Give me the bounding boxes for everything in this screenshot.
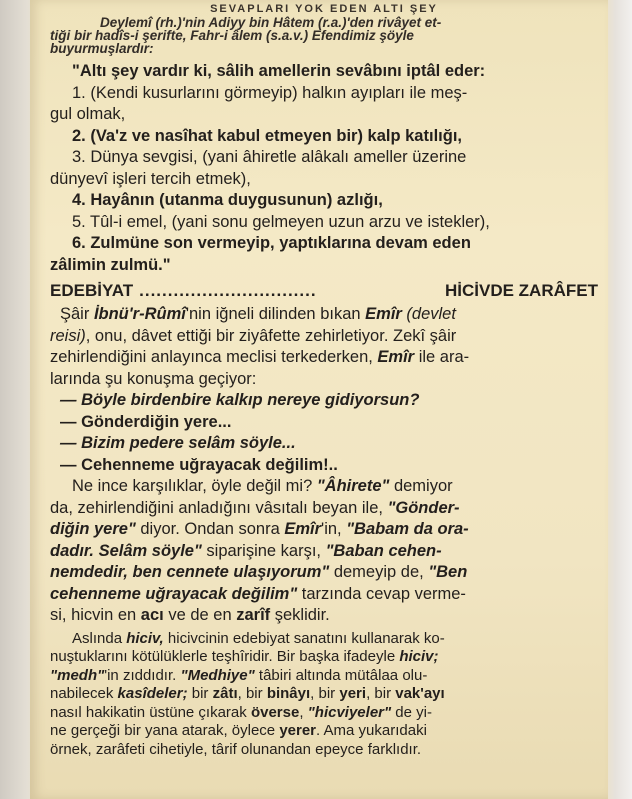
closing-line [50,667,598,686]
text-run: da, zehirlendiğini anladığını vâsıtalı beyan ile, [50,498,388,517]
page-content [50,0,598,759]
hadith-item-2: 2. (Va'z ve nasîhat kabul etmeyen bir) kalp katılığı, [72,126,462,145]
text-run: yerer [279,722,317,739]
text-run: reisi) [50,326,86,345]
text-run: şeklidir. [270,606,330,624]
text-run: ve de en [163,606,237,624]
text-run: nabilecek [50,685,118,702]
story-line [50,304,598,326]
text-run: Aslında [72,629,127,647]
text-run: siparişine karşı, [201,541,326,560]
text-run: Ne ince karşılıklar, öyle değil mi? [72,477,317,495]
text-run: , bir [310,685,340,702]
text-run: nasıl hakikatin üstüne çıkarak [50,703,251,721]
text-run: hiciv, [126,629,164,647]
text-run: vak'ayı [395,685,445,702]
intro-line: tiği bir hadîs-i şerifte, Fahr-i âlem (s.a.v.) Efendimiz şöyle [50,28,414,43]
closing-paragraph [50,630,598,760]
text-run: 'in, [321,520,347,538]
text-run: zâtı [212,685,238,702]
text-run: "Ben [428,563,468,581]
analysis-line [50,541,598,563]
closing-line [50,630,598,649]
story-line: larında şu konuşma geçiyor: [50,369,257,388]
text-run: İbnü'r-Rûmî [93,305,186,323]
text-run: yeri [339,685,367,702]
text-run: diyor. Ondan sonra [135,520,285,538]
text-run: "Gönder- [387,498,460,517]
story-line [50,326,598,348]
hadith-item-1-cont: gul olmak, [50,105,126,123]
dialogue-line: — Bizim pedere selâm söyle... [60,434,296,452]
text-run: , onu, dâvet ettiği bir ziyâfette zehirletiyor. Zekî şâir [85,326,457,345]
text-run: kasîdeler; [117,685,188,702]
running-head: SEVAPLARI YOK EDEN ALTI ŞEY [210,3,438,15]
closing-line [50,704,598,723]
analysis-line [50,605,598,627]
analysis-paragraph [50,476,598,627]
text-run: tâbiri altında mütâlaa olu- [254,666,428,684]
story-paragraph [50,304,598,476]
hadith-item-1: 1. (Kendi kusurlarını görmeyip) halkın ayıpları ile meş- [72,83,468,102]
analysis-line [50,519,598,541]
analysis-line [50,476,598,498]
text-run: hiciv; [399,648,439,665]
background-right [604,0,632,799]
section-right: HİCİVDE ZARÂFET [445,281,598,300]
text-run: si, hicvin en [50,606,141,624]
text-run: "Medhiye" [180,666,255,684]
text-run: Emîr [365,305,402,323]
hadith-item-3: 3. Dünya sevgisi, (yani âhiretle alâkalı ameller üzerine [72,148,467,166]
dialogue-line: — Böyle birdenbire kalkıp nereye gidiyorsun? [60,391,420,409]
analysis-line [50,584,598,606]
closing-line [50,685,598,704]
text-run: ne gerçeği bir yana atarak, öylece [50,722,280,739]
intro-line: buyurmuşlardır: [50,41,154,56]
text-run: demiyor [389,477,453,495]
text-run: nemdedir, ben cennete ulaşıyorum" [50,563,330,581]
analysis-line [50,562,598,584]
text-run: "Baban cehen- [325,541,442,560]
text-run: hicivcinin edebiyat sanatını kullanarak ko- [163,629,445,647]
text-run: zarîf [236,606,271,624]
text-run: , [299,703,308,721]
dialogue-line: — Cehenneme uğrayacak değilim!.. [60,455,338,474]
section-left: EDEBİYAT [50,281,134,300]
text-run: , bir [237,685,267,702]
story-line [50,347,598,369]
text-run: binâyı [266,685,311,702]
hadith-opening: "Altı şey vardır ki, sâlih amellerin sevâbını iptâl eder: [72,62,486,80]
intro-line: Deylemî (rh.)'nin Adiyy bin Hâtem (r.a.)'den rivâyet et- [100,15,442,30]
hadith-item-6-cont: zâlimin zulmü." [50,255,171,274]
closing-line: örnek, zarâfeti cihetiyle, târif olunandan epeyce farklıdır. [50,740,422,758]
text-run: "Babam da ora- [346,520,469,538]
text-run: . Ama yukarıdaki [316,722,427,739]
text-run: , bir [366,685,396,702]
text-run: "Âhirete" [316,477,390,495]
hadith-item-5: 5. Tûl-i emel, (yani sonu gelmeyen uzun arzu ve istekler), [72,212,490,231]
text-run: Şâir [60,305,94,323]
text-run: cehenneme uğrayacak değilim" [50,584,298,603]
analysis-line [50,498,598,520]
hadith-item-4: 4. Hayânın (utanma duygusunun) azlığı, [72,191,383,209]
text-run: ı kötülüklerle teşhîridir. Bir başka ifadeyle [123,648,400,665]
text-run: dadır. Selâm söyle" [50,541,202,560]
text-run: (devlet [401,305,456,323]
text-run: tarzında cevap verme- [297,584,466,603]
text-run: ile ara- [414,348,470,366]
intro-paragraph [50,16,598,55]
text-run: Emîr [377,348,415,366]
text-run: bir [187,685,213,702]
text-run: Emîr [284,520,322,538]
text-run: 'in zıddıdır. [104,666,181,684]
text-run: zehirlendiğini anlayınca meclisi terkederken, [50,348,378,366]
text-run: 'nin iğneli dilinden bıkan [185,305,366,323]
dialogue-line: — Gönderdiğin yere... [60,412,232,431]
closing-line [50,648,598,667]
section-heading [50,278,598,304]
text-run: acı [140,606,164,624]
text-run: "medh" [50,666,105,684]
text-run: överse [250,703,300,721]
section-dots: ............................... [139,281,317,300]
text-run: nuştukların [50,648,124,665]
text-run: de yi- [391,703,432,721]
text-run: diğin yere" [50,520,136,538]
closing-line [50,722,598,741]
text-run: "hicviyeler" [307,703,392,721]
text-run: demeyip de, [329,563,429,581]
hadith-item-3-cont: dünyevî işleri tercih etmek), [50,169,251,188]
book-page [30,0,608,799]
hadith-block [50,61,598,276]
hadith-item-6: 6. Zulmüne son vermeyip, yaptıklarına devam eden [72,234,471,252]
